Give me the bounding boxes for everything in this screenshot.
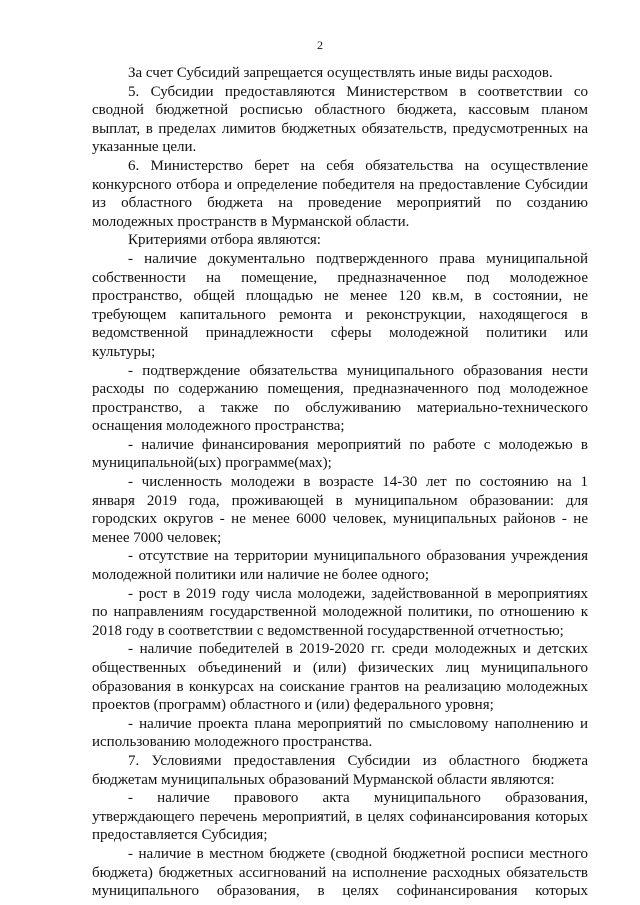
text-line: бюджета) бюджетных ассигнований на исполнение расходных обязательств (92, 864, 588, 881)
text-line: января 2019 года, проживающей в муниципальном образовании: для (92, 492, 588, 509)
text-line: бюджетам муниципальных образований Мурманской области являются: (92, 771, 555, 788)
text-line: 2018 году в соответствии с ведомственной государственной отчетностью; (92, 622, 564, 639)
text-line: - наличие проекта плана мероприятий по смысловому наполнению и (128, 715, 588, 732)
text-line: использованию молодежного пространства. (92, 734, 373, 751)
text-line: проектов (программ) областного и (или) федерального уровня; (92, 697, 494, 714)
text-line: - наличие в местном бюджете (сводной бюджетной росписи местного (128, 845, 588, 862)
text-line: - наличие финансирования мероприятий по работе с молодежью в (128, 436, 588, 453)
text-line: 7. Условиями предоставления Субсидии из областного бюджета (128, 752, 588, 769)
text-line: по направлениям государственной молодежной политики, по отношению к (92, 604, 588, 621)
text-line: ведомственной принадлежности сферы молодежной политики или (92, 325, 588, 342)
text-line: городских округов - не менее 6000 человек, муниципальных районов - не (92, 511, 588, 528)
page-number: 2 (317, 38, 323, 52)
text-line: культуры; (92, 343, 156, 360)
text-line: конкурсного отбора и определение победителя на предоставление Субсидии (92, 176, 588, 193)
text-line: - наличие победителей в 2019-2020 гг. среди молодежных и детских (128, 641, 588, 658)
text-line: За счет Субсидий запрещается осуществлять иные виды расходов. (128, 65, 553, 81)
text-line: - наличие документально подтвержденного права муниципальной (128, 250, 588, 267)
text-line: Критериями отбора являются: (128, 232, 321, 249)
text-line: муниципального образования, в целях софинансирования которых (92, 883, 588, 900)
text-line: общественных объединений и (или) физических лиц муниципального (92, 660, 588, 676)
text-line: - рост в 2019 году числа молодежи, задействованной в мероприятиях (128, 585, 588, 602)
text-line: оснащения молодежного пространства; (92, 418, 345, 435)
text-line: требующем капитального ремонта и реконструкции, находящегося в (92, 306, 588, 323)
text-line: из областного бюджета на проведение мероприятий по созданию (92, 195, 588, 212)
text-line: образования в конкурсах на соискание грантов на реализацию молодежных (92, 678, 588, 695)
text-line: предоставляется Субсидия; (92, 827, 268, 844)
text-line: указанные цели. (92, 139, 197, 156)
text-line: - подтверждение обязательства муниципального образования нести (128, 362, 588, 379)
text-line: выплат, в пределах лимитов бюджетных обязательств, предусмотренных на (92, 120, 588, 137)
text-line: собственности на помещение, предназначенное под молодежное (92, 269, 588, 286)
text-line: - численность молодежи в возрасте 14-30 лет по состоянию на 1 (128, 474, 588, 491)
text-line: муниципальной(ых) программе(мах); (92, 455, 332, 472)
text-line: менее 7000 человек; (92, 529, 222, 546)
text-line: 5. Субсидии предоставляются Министерством в соответствии со (128, 83, 588, 100)
document-body (92, 64, 588, 901)
text-line: - наличие правового акта муниципального образования, (128, 790, 588, 807)
text-line: молодежных пространств в Мурманской области. (92, 213, 410, 230)
text-line: 6. Министерство берет на себя обязательства на осуществление (128, 157, 588, 174)
text-line: расходы по содержанию помещения, предназначенного под молодежное (92, 381, 588, 398)
text-line: утверждающего перечень мероприятий, в целях софинансирования которых (92, 808, 588, 825)
text-line: пространство, общей площадью не менее 120 кв.м, в состоянии, не (92, 288, 588, 305)
text-line: пространство, а также по обслуживанию материально-технического (92, 399, 588, 416)
text-line: молодежной политики или наличие не более одного; (92, 567, 429, 584)
text-line: - отсутствие на территории муниципального образования учреждения (128, 548, 588, 565)
text-line: сводной бюджетной росписью областного бюджета, кассовым планом (92, 102, 588, 119)
